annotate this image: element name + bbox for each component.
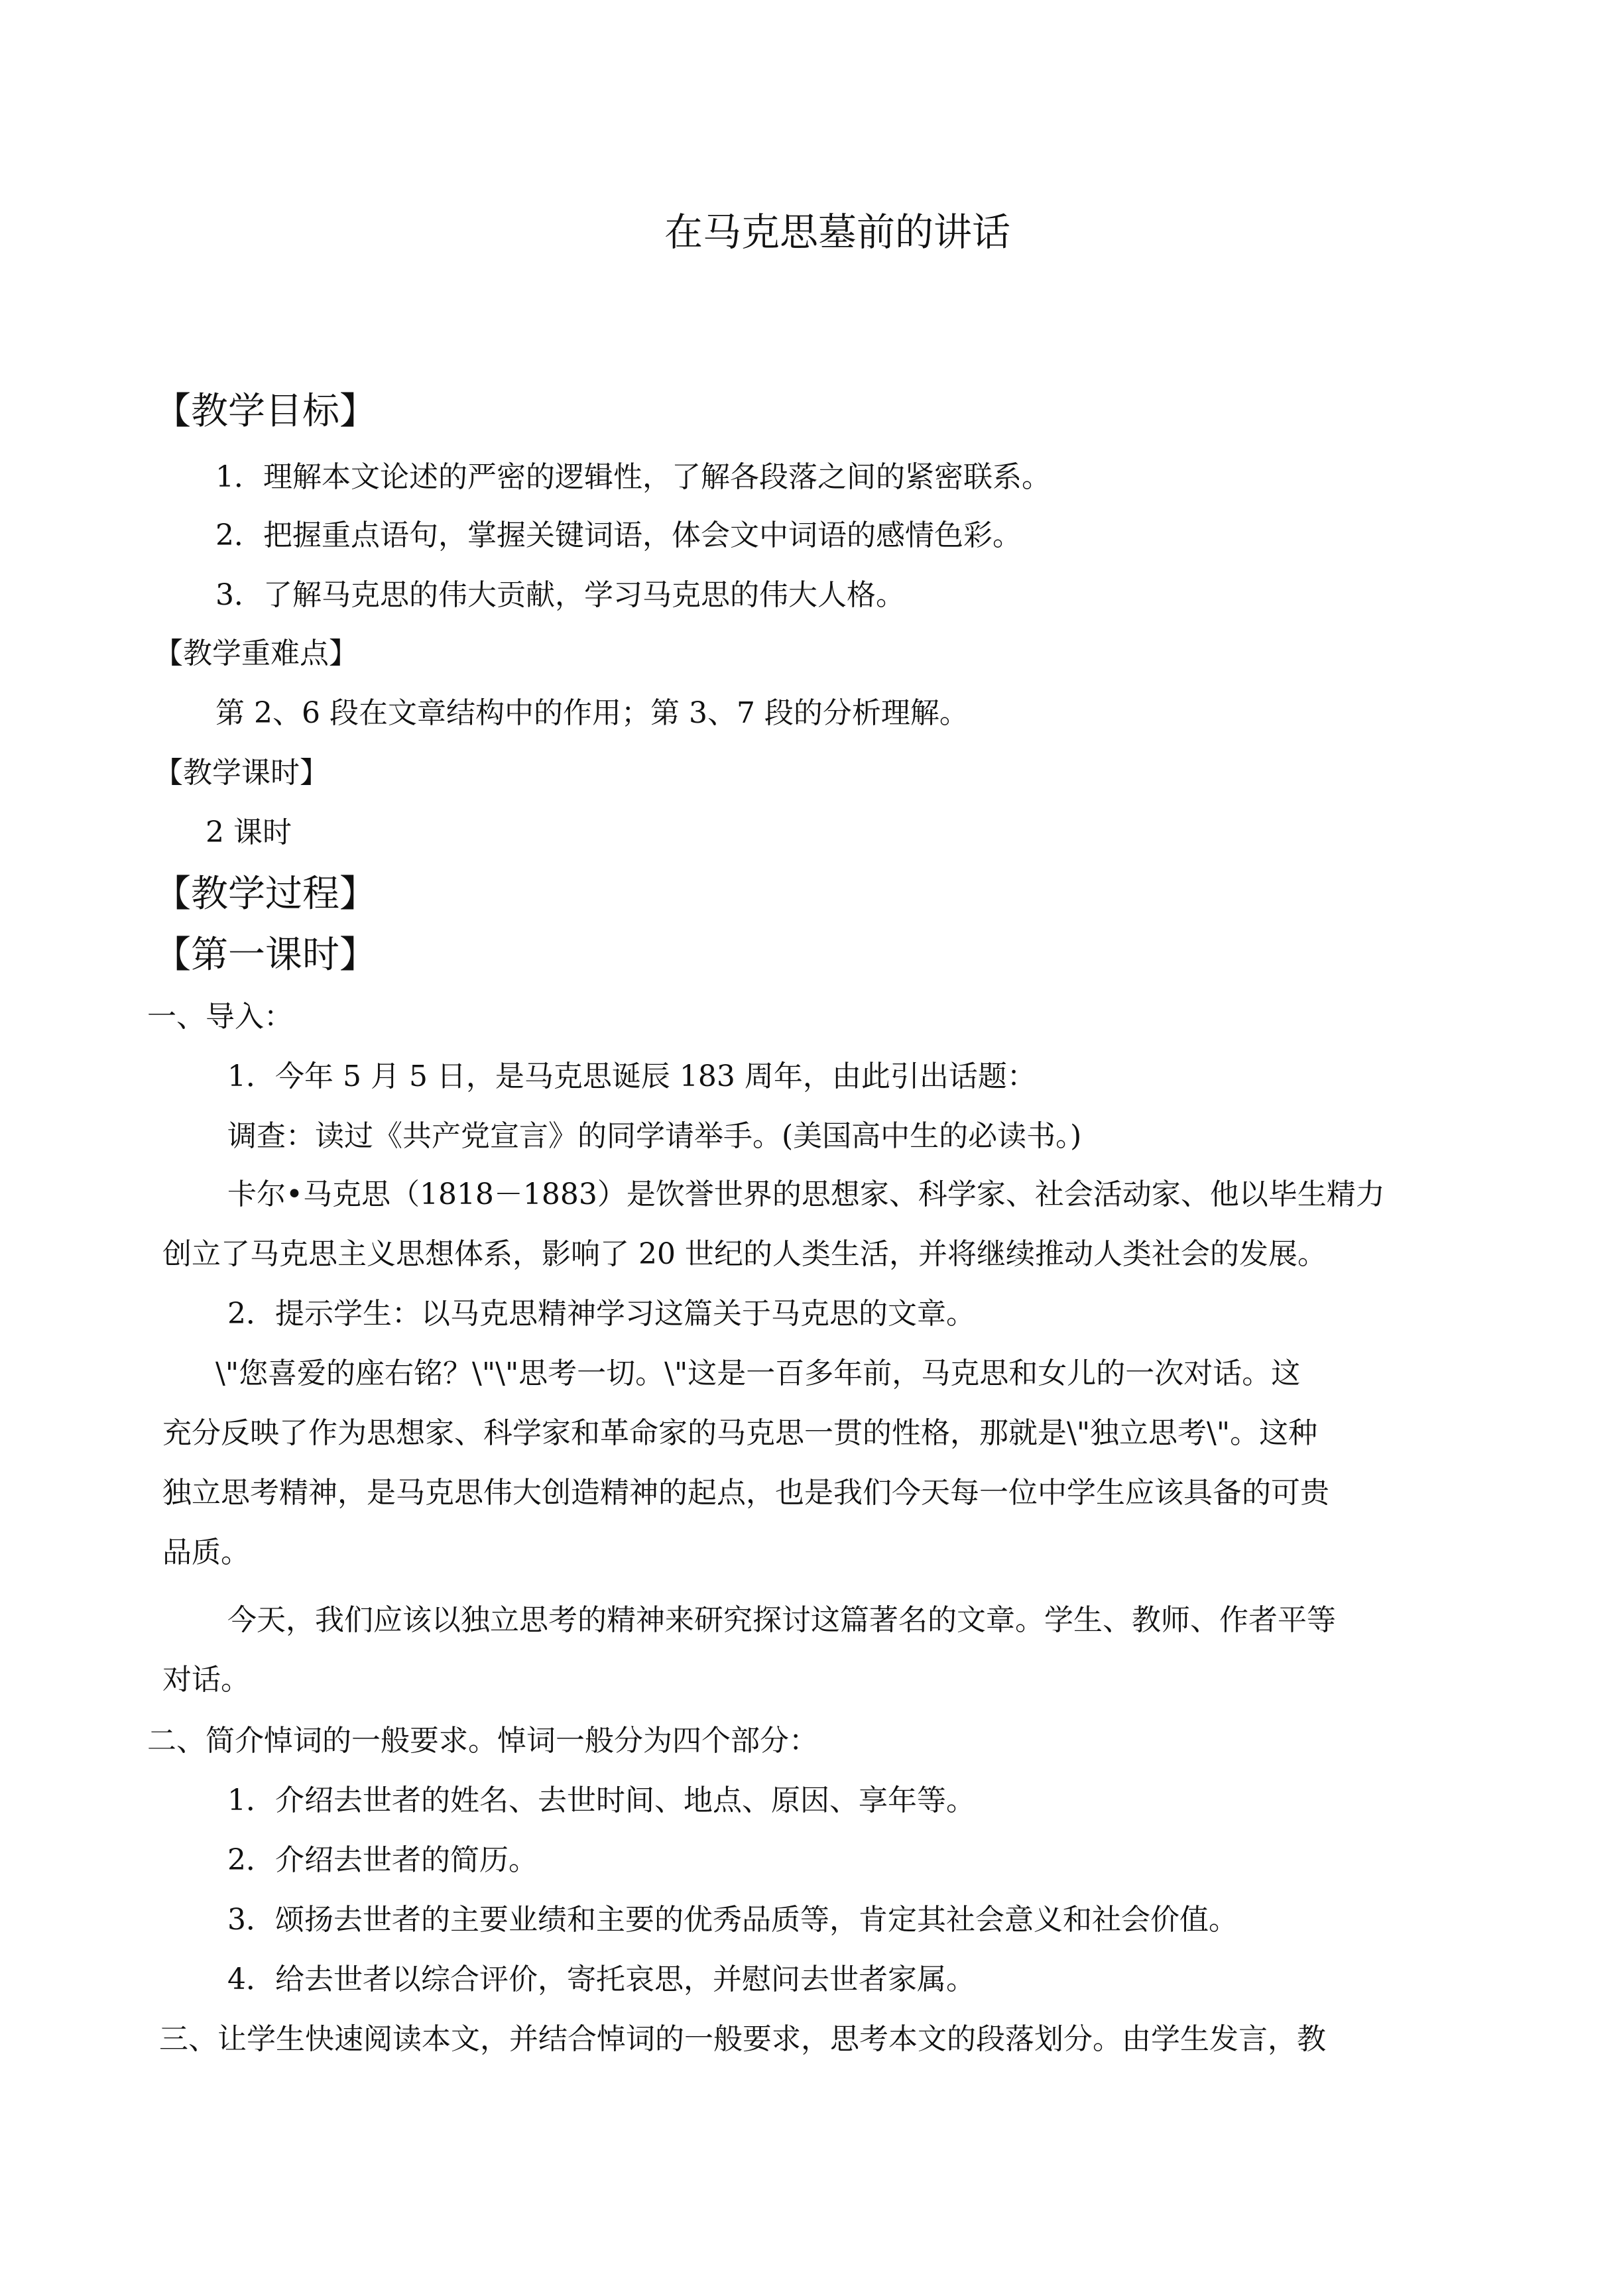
intro-survey: 调查：读过《共产党宣言》的同学请举手。(美国高中生的必读书。)	[227, 1119, 1082, 1153]
goal-item-1: 1．理解本文论述的严密的逻辑性，了解各段落之间的紧密联系。	[215, 460, 1051, 494]
goal-item-3: 3．了解马克思的伟大贡献，学习马克思的伟大人格。	[215, 578, 905, 612]
intro-item-2: 2．提示学生：以马克思精神学习这篇关于马克思的文章。	[227, 1297, 975, 1331]
page-title: 在马克思墓前的讲话	[664, 210, 1011, 255]
eulogy-heading: 二、简介悼词的一般要求。悼词一般分为四个部分：	[147, 1724, 818, 1758]
intro-motto-line-3: 独立思考精神，是马克思伟大创造精神的起点，也是我们今天每一位中学生应该具备的可贵	[162, 1476, 1329, 1510]
heading-teaching-goals: 【教学目标】	[154, 390, 377, 433]
eulogy-item-2: 2．介绍去世者的简历。	[227, 1843, 538, 1877]
intro-today-line-2: 对话。	[162, 1663, 250, 1697]
intro-motto-line-2: 充分反映了作为思想家、科学家和革命家的马克思一贯的性格，那就是\"独立思考\"。这种	[162, 1416, 1318, 1450]
eulogy-item-1: 1．介绍去世者的姓名、去世时间、地点、原因、享年等。	[227, 1783, 975, 1817]
class-hours-text: 2 课时	[206, 816, 292, 849]
intro-bio-line-1: 卡尔•马克思（1818－1883）是饮誉世界的思想家、科学家、社会活动家、他以毕生精力	[227, 1178, 1385, 1211]
intro-today-line-1: 今天，我们应该以独立思考的精神来研究探讨这篇著名的文章。学生、教师、作者平等	[227, 1603, 1336, 1637]
key-points-text: 第 2、6 段在文章结构中的作用；第 3、7 段的分析理解。	[215, 696, 969, 730]
eulogy-item-4: 4．给去世者以综合评价，寄托哀思，并慰问去世者家属。	[227, 1963, 975, 1996]
intro-bio-line-2: 创立了马克思主义思想体系，影响了 20 世纪的人类生活，并将继续推动人类社会的发展。	[162, 1237, 1327, 1271]
heading-key-points: 【教学重难点】	[154, 636, 358, 670]
reading-line-1: 三、让学生快速阅读本文，并结合悼词的一般要求，思考本文的段落划分。由学生发言，教	[159, 2022, 1326, 2056]
heading-class-hours: 【教学课时】	[154, 756, 329, 790]
intro-item-1: 1．今年 5 月 5 日，是马克思诞辰 183 周年，由此引出话题：	[227, 1059, 1036, 1093]
eulogy-item-3: 3．颂扬去世者的主要业绩和主要的优秀品质等，肯定其社会意义和社会价值。	[227, 1903, 1238, 1937]
heading-first-lesson: 【第一课时】	[154, 934, 377, 977]
intro-motto-line-1: \"您喜爱的座右铭？\"\"思考一切。\"这是一百多年前，马克思和女儿的一次对话。这	[215, 1357, 1301, 1390]
intro-heading: 一、导入：	[147, 1000, 293, 1034]
heading-teaching-process: 【教学过程】	[154, 873, 377, 916]
goal-item-2: 2．把握重点语句，掌握关键词语，体会文中词语的感情色彩。	[215, 518, 1022, 552]
intro-motto-line-4: 品质。	[162, 1536, 250, 1569]
